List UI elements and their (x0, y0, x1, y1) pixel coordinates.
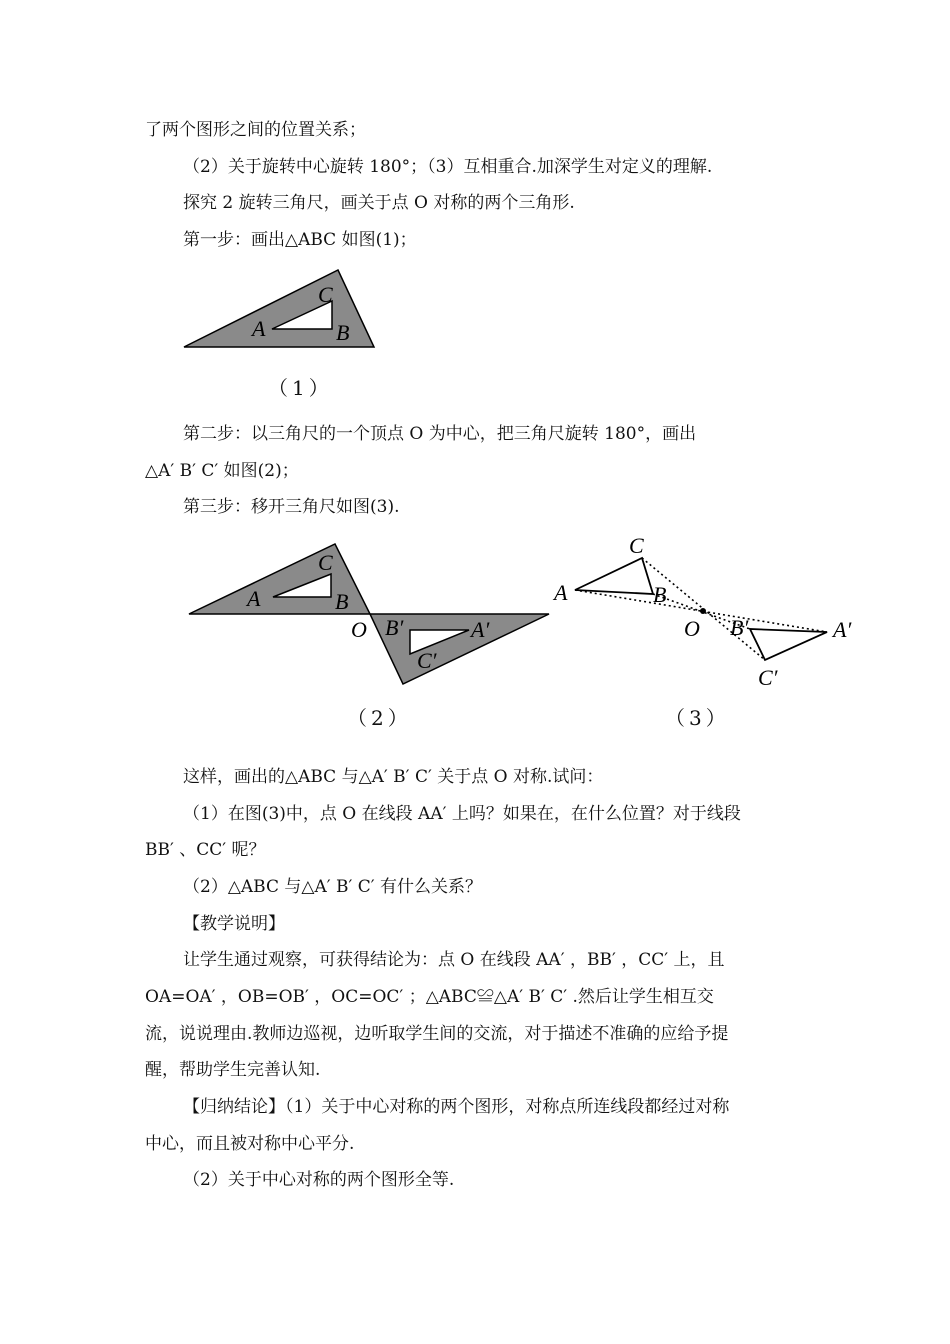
text-line: 第二步：以三角尺的一个顶点 O 为中心，把三角尺旋转 180°，画出 (183, 424, 697, 444)
label-b: B (653, 582, 667, 607)
text-line: 这样，画出的△ABC 与△A′ B′ C′ 关于点 O 对称.试问： (183, 767, 604, 787)
label-b-prime: B′ (385, 615, 404, 640)
figure-2-caption: （2） (347, 706, 412, 730)
label-b: B (336, 320, 350, 345)
triangle-a-prime-b-prime-c-prime (750, 629, 827, 660)
text-line: OA=OA′ ，OB=OB′ ，OC=OC′ ；△ABC≌△A′ B′ C′ .然后让学生相互交 (145, 987, 714, 1007)
text-line: 第一步：画出△ABC 如图(1)； (183, 230, 417, 250)
text-line: （2）△ABC 与△A′ B′ C′ 有什么关系？ (183, 877, 483, 897)
text-line: 让学生通过观察，可获得结论为：点 O 在线段 AA′ ，BB′ ，CC′ 上，且 (183, 950, 725, 970)
label-o: O (351, 617, 367, 642)
label-b: B (335, 589, 349, 614)
text-line: 流，说说理由.教师边巡视，边听取学生间的交流，对于描述不准确的应给予提 (145, 1024, 729, 1044)
figure-2 (185, 538, 555, 690)
text-line: （2）关于中心对称的两个图形全等. (183, 1170, 455, 1190)
figure-1-caption: （1） (268, 376, 333, 400)
label-o: O (684, 616, 700, 641)
text-line: BB′ 、CC′ 呢？ (145, 840, 266, 860)
label-b-prime: B′ (730, 615, 749, 640)
triangle-abc (575, 558, 653, 594)
section-heading: 【教学说明】 (183, 914, 285, 934)
label-c-prime: C′ (417, 648, 437, 673)
label-a: A (554, 580, 568, 605)
text-line: 中心，而且被对称中心平分. (145, 1134, 355, 1154)
label-a: A (247, 586, 261, 611)
text-line: 醒，帮助学生完善认知. (145, 1060, 321, 1080)
text-line: 探究 2 旋转三角尺，画关于点 O 对称的两个三角形. (183, 193, 575, 213)
center-o (700, 608, 706, 614)
label-c: C (318, 282, 333, 307)
label-a-prime: A′ (471, 617, 490, 642)
text-line: 了两个图形之间的位置关系； (145, 120, 366, 140)
text-line: 第三步：移开三角尺如图(3). (183, 497, 400, 517)
label-c-prime: C′ (758, 665, 778, 690)
label-c: C (629, 533, 644, 558)
label-a: A (252, 316, 266, 341)
text-line: △A′ B′ C′ 如图(2)； (145, 461, 299, 481)
figure-3-caption: （3） (665, 706, 730, 730)
text-line: （2）关于旋转中心旋转 180°；（3）互相重合.加深学生对定义的理解. (183, 157, 713, 177)
label-a-prime: A′ (833, 617, 852, 642)
text-line: 【归纳结论】（1）关于中心对称的两个图形，对称点所连线段都经过对称 (183, 1097, 730, 1117)
label-c: C (318, 550, 333, 575)
figure-3 (550, 528, 870, 693)
text-line: （1）在图(3)中，点 O 在线段 AA′ 上吗？如果在，在什么位置？对于线段 (183, 804, 741, 824)
figure-1 (180, 262, 380, 357)
